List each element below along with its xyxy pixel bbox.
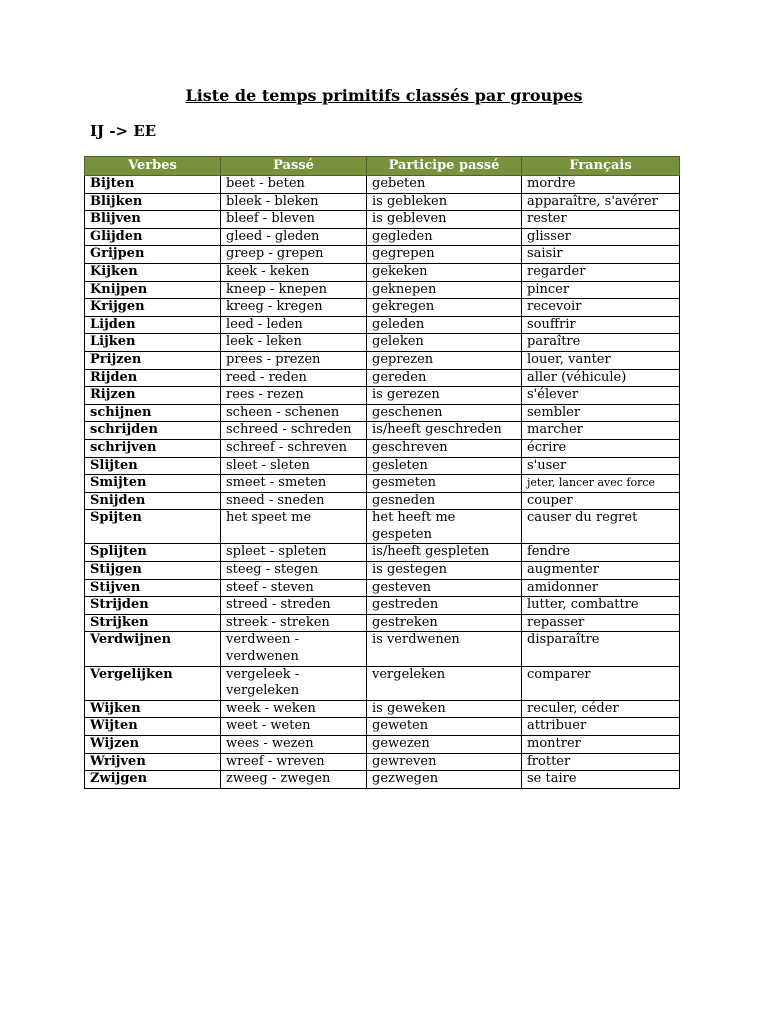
verb-cell: Glijden xyxy=(85,228,221,246)
participle-cell: is gestegen xyxy=(367,562,522,580)
participle-cell: gezwegen xyxy=(367,771,522,789)
table-row xyxy=(85,614,680,632)
table-row xyxy=(85,736,680,754)
past-cell: week - weken xyxy=(221,700,367,718)
french-cell: pincer xyxy=(522,281,680,299)
table-row xyxy=(85,351,680,369)
column-header-participe: Participe passé xyxy=(367,157,522,176)
verb-cell: Rijzen xyxy=(85,387,221,405)
past-cell: scheen - schenen xyxy=(221,404,367,422)
french-cell: se taire xyxy=(522,771,680,789)
table-row xyxy=(85,369,680,387)
past-cell: steeg - stegen xyxy=(221,562,367,580)
french-cell: jeter, lancer avec force xyxy=(522,475,680,493)
past-cell: sneed - sneden xyxy=(221,492,367,510)
past-cell: wees - wezen xyxy=(221,736,367,754)
french-cell: paraître xyxy=(522,334,680,352)
table-header-row xyxy=(85,157,680,176)
french-cell: attribuer xyxy=(522,718,680,736)
table-row xyxy=(85,579,680,597)
table-row xyxy=(85,457,680,475)
table-row xyxy=(85,700,680,718)
table-row xyxy=(85,281,680,299)
table-row xyxy=(85,299,680,317)
verb-cell: Zwijgen xyxy=(85,771,221,789)
past-cell: reed - reden xyxy=(221,369,367,387)
participle-cell: is verdwenen xyxy=(367,632,522,666)
french-cell: regarder xyxy=(522,263,680,281)
past-cell: schreed - schreden xyxy=(221,422,367,440)
verb-cell: Blijven xyxy=(85,211,221,229)
past-cell: kneep - knepen xyxy=(221,281,367,299)
past-cell: zweeg - zwegen xyxy=(221,771,367,789)
table-row xyxy=(85,666,680,700)
verb-cell: Vergelijken xyxy=(85,666,221,700)
french-cell: marcher xyxy=(522,422,680,440)
verb-cell: Verdwijnen xyxy=(85,632,221,666)
french-cell: repasser xyxy=(522,614,680,632)
table-row xyxy=(85,387,680,405)
table-row xyxy=(85,246,680,264)
participle-cell: is/heeft gespleten xyxy=(367,544,522,562)
document-title: Liste de temps primitifs classés par groupes xyxy=(185,86,583,105)
verb-cell: Wijken xyxy=(85,700,221,718)
past-cell: keek - keken xyxy=(221,263,367,281)
french-cell: louer, vanter xyxy=(522,351,680,369)
verb-cell: schijnen xyxy=(85,404,221,422)
french-cell: souffrir xyxy=(522,316,680,334)
participle-cell: is gebleven xyxy=(367,211,522,229)
participle-cell: is geweken xyxy=(367,700,522,718)
verb-cell: Krijgen xyxy=(85,299,221,317)
verb-cell: Prijzen xyxy=(85,351,221,369)
verb-cell: Snijden xyxy=(85,492,221,510)
table-row xyxy=(85,475,680,493)
past-cell: beet - beten xyxy=(221,176,367,194)
french-cell: couper xyxy=(522,492,680,510)
table-row xyxy=(85,211,680,229)
past-cell: streed - streden xyxy=(221,597,367,615)
past-cell: prees - prezen xyxy=(221,351,367,369)
table-row xyxy=(85,771,680,789)
column-header-passe: Passé xyxy=(221,157,367,176)
verb-cell: Stijven xyxy=(85,579,221,597)
table-row xyxy=(85,422,680,440)
french-cell: sembler xyxy=(522,404,680,422)
verb-cell: Wrijven xyxy=(85,753,221,771)
past-cell: leek - leken xyxy=(221,334,367,352)
past-cell: streek - streken xyxy=(221,614,367,632)
participle-cell: gewreven xyxy=(367,753,522,771)
participle-cell: geschenen xyxy=(367,404,522,422)
past-cell: greep - grepen xyxy=(221,246,367,264)
verb-cell: Knijpen xyxy=(85,281,221,299)
participle-cell: is gebleken xyxy=(367,193,522,211)
french-cell: mordre xyxy=(522,176,680,194)
verb-cell: Stijgen xyxy=(85,562,221,580)
verb-table xyxy=(84,156,680,789)
french-cell: lutter, combattre xyxy=(522,597,680,615)
group-heading: IJ -> EE xyxy=(90,122,157,140)
french-cell: apparaître, s'avérer xyxy=(522,193,680,211)
participle-cell: geleken xyxy=(367,334,522,352)
table-row xyxy=(85,404,680,422)
table-row xyxy=(85,753,680,771)
table-row xyxy=(85,439,680,457)
participle-cell: gebeten xyxy=(367,176,522,194)
participle-cell: gestreden xyxy=(367,597,522,615)
table-row xyxy=(85,316,680,334)
table-row xyxy=(85,176,680,194)
verb-cell: Blijken xyxy=(85,193,221,211)
table-row xyxy=(85,632,680,666)
french-cell: glisser xyxy=(522,228,680,246)
french-cell: s'élever xyxy=(522,387,680,405)
past-cell: bleef - bleven xyxy=(221,211,367,229)
french-cell: amidonner xyxy=(522,579,680,597)
verb-cell: Bijten xyxy=(85,176,221,194)
french-cell: écrire xyxy=(522,439,680,457)
past-cell: kreeg - kregen xyxy=(221,299,367,317)
past-cell: vergeleek - vergeleken xyxy=(221,666,367,700)
past-cell: spleet - spleten xyxy=(221,544,367,562)
participle-cell: vergeleken xyxy=(367,666,522,700)
verb-cell: Lijden xyxy=(85,316,221,334)
verb-cell: Wijzen xyxy=(85,736,221,754)
french-cell: causer du regret xyxy=(522,510,680,544)
past-cell: sleet - sleten xyxy=(221,457,367,475)
participle-cell: geschreven xyxy=(367,439,522,457)
table-row xyxy=(85,562,680,580)
table-row xyxy=(85,510,680,544)
french-cell: reculer, céder xyxy=(522,700,680,718)
participle-cell: geleden xyxy=(367,316,522,334)
french-cell: disparaître xyxy=(522,632,680,666)
participle-cell: gesteven xyxy=(367,579,522,597)
participle-cell: gewezen xyxy=(367,736,522,754)
table-row xyxy=(85,334,680,352)
french-cell: s'user xyxy=(522,457,680,475)
past-cell: steef - steven xyxy=(221,579,367,597)
past-cell: rees - rezen xyxy=(221,387,367,405)
verb-cell: Strijden xyxy=(85,597,221,615)
participle-cell: gekeken xyxy=(367,263,522,281)
verb-cell: Rijden xyxy=(85,369,221,387)
verb-cell: Strijken xyxy=(85,614,221,632)
past-cell: het speet me xyxy=(221,510,367,544)
verb-cell: Lijken xyxy=(85,334,221,352)
column-header-francais: Français xyxy=(522,157,680,176)
verb-cell: Spijten xyxy=(85,510,221,544)
french-cell: frotter xyxy=(522,753,680,771)
past-cell: gleed - gleden xyxy=(221,228,367,246)
participle-cell: gegleden xyxy=(367,228,522,246)
verb-cell: schrijden xyxy=(85,422,221,440)
participle-cell: geweten xyxy=(367,718,522,736)
french-cell: fendre xyxy=(522,544,680,562)
column-header-verbes: Verbes xyxy=(85,157,221,176)
french-cell: augmenter xyxy=(522,562,680,580)
verb-cell: Wijten xyxy=(85,718,221,736)
participle-cell: geprezen xyxy=(367,351,522,369)
past-cell: weet - weten xyxy=(221,718,367,736)
french-cell: montrer xyxy=(522,736,680,754)
participle-cell: gesmeten xyxy=(367,475,522,493)
table-row xyxy=(85,718,680,736)
past-cell: verdween - verdwenen xyxy=(221,632,367,666)
participle-cell: geknepen xyxy=(367,281,522,299)
verb-cell: Slijten xyxy=(85,457,221,475)
french-cell: rester xyxy=(522,211,680,229)
verb-cell: schrijven xyxy=(85,439,221,457)
verb-cell: Smijten xyxy=(85,475,221,493)
participle-cell: gesneden xyxy=(367,492,522,510)
past-cell: leed - leden xyxy=(221,316,367,334)
table-row xyxy=(85,228,680,246)
participle-cell: het heeft me gespeten xyxy=(367,510,522,544)
past-cell: wreef - wreven xyxy=(221,753,367,771)
past-cell: smeet - smeten xyxy=(221,475,367,493)
participle-cell: gereden xyxy=(367,369,522,387)
french-cell: aller (véhicule) xyxy=(522,369,680,387)
verb-cell: Kijken xyxy=(85,263,221,281)
past-cell: schreef - schreven xyxy=(221,439,367,457)
participle-cell: gegrepen xyxy=(367,246,522,264)
french-cell: saisir xyxy=(522,246,680,264)
table-row xyxy=(85,597,680,615)
past-cell: bleek - bleken xyxy=(221,193,367,211)
table-row xyxy=(85,193,680,211)
participle-cell: gekregen xyxy=(367,299,522,317)
verb-cell: Splijten xyxy=(85,544,221,562)
table-row xyxy=(85,544,680,562)
table-row xyxy=(85,263,680,281)
french-cell: recevoir xyxy=(522,299,680,317)
participle-cell: gesleten xyxy=(367,457,522,475)
participle-cell: is gerezen xyxy=(367,387,522,405)
participle-cell: is/heeft geschreden xyxy=(367,422,522,440)
table-row xyxy=(85,492,680,510)
verb-cell: Grijpen xyxy=(85,246,221,264)
french-cell: comparer xyxy=(522,666,680,700)
participle-cell: gestreken xyxy=(367,614,522,632)
